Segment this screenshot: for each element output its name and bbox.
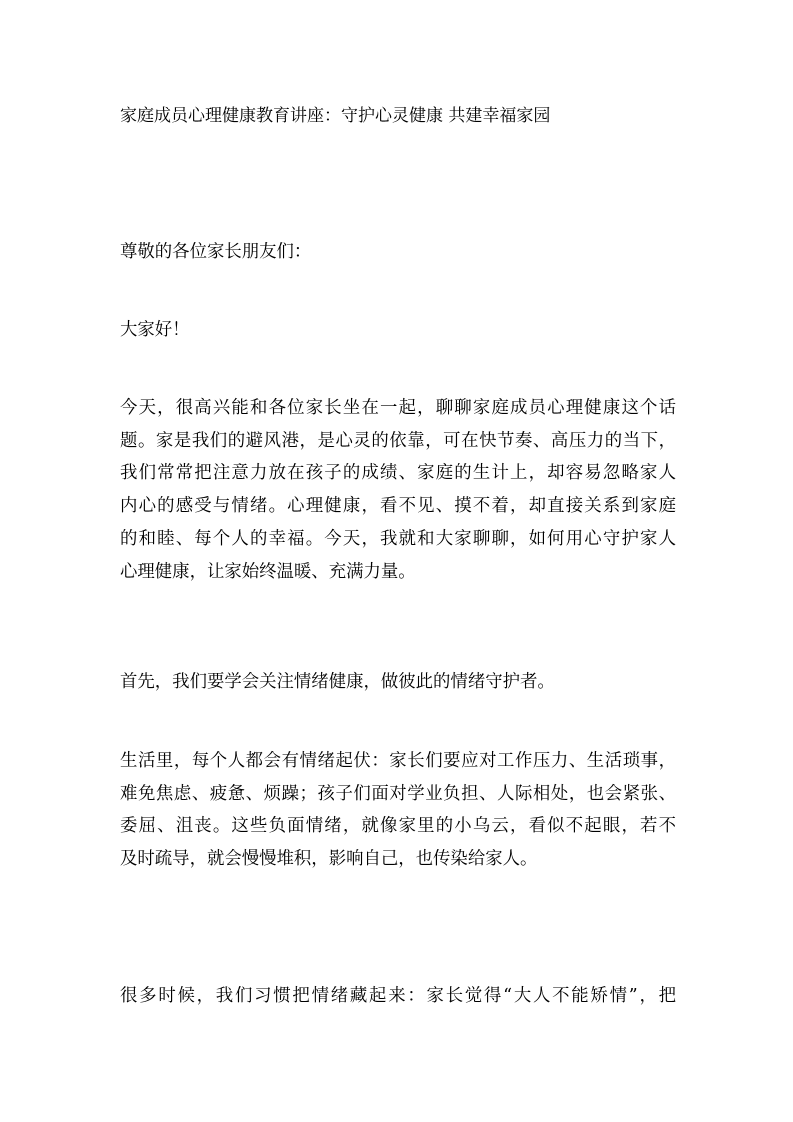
paragraph-emotions — [120, 745, 676, 876]
paragraph-line: 今天，很高兴能和各位家长坐在一起，聊聊家庭成员心理健康这个话 — [120, 398, 676, 418]
paragraph-line: 题。家是我们的避风港，是心灵的依靠，可在快节奏、高压力的当下， — [120, 430, 676, 451]
paragraph-line: 委屈、沮丧。这些负面情绪，就像家里的小乌云，看似不起眼，若不 — [120, 816, 676, 837]
paragraph-line: 心理健康，让家始终温暖、充满力量。 — [120, 561, 416, 582]
paragraph-hiding-emotions — [120, 980, 676, 1013]
paragraph-line: 生活里，每个人都会有情绪起伏：家长们要应对工作压力、生活琐事， — [120, 751, 676, 771]
salutation — [120, 236, 676, 269]
paragraph-line: 及时疏导，就会慢慢堆积，影响自己，也传染给家人。 — [120, 849, 538, 870]
paragraph-line: 我们常常把注意力放在孩子的成绩、家庭的生计上，却容易忽略家人 — [120, 463, 676, 484]
document-title: 家庭成员心理健康教育讲座：守护心灵健康 共建幸福家园 — [120, 106, 551, 126]
paragraph-line: 内心的感受与情绪。心理健康，看不见、摸不着，却直接关系到家庭 — [120, 496, 676, 517]
paragraph-line: 的和睦、每个人的幸福。今天，我就和大家聊聊，如何用心守护家人 — [120, 528, 676, 549]
paragraph-line: 很多时候，我们习惯把情绪藏起来：家长觉得“大人不能矫情”，把 — [120, 986, 676, 1006]
paragraph-line: 首先，我们要学会关注情绪健康，做彼此的情绪守护者。 — [120, 672, 555, 692]
salutation-text: 尊敬的各位家长朋友们： — [120, 242, 312, 262]
paragraph-line: 难免焦虑、疲惫、烦躁；孩子们面对学业负担、人际相处，也会紧张、 — [120, 783, 676, 804]
greeting-text: 大家好！ — [120, 320, 190, 340]
paragraph-intro — [120, 392, 676, 588]
greeting — [120, 314, 676, 347]
paragraph-point-one — [120, 666, 676, 699]
